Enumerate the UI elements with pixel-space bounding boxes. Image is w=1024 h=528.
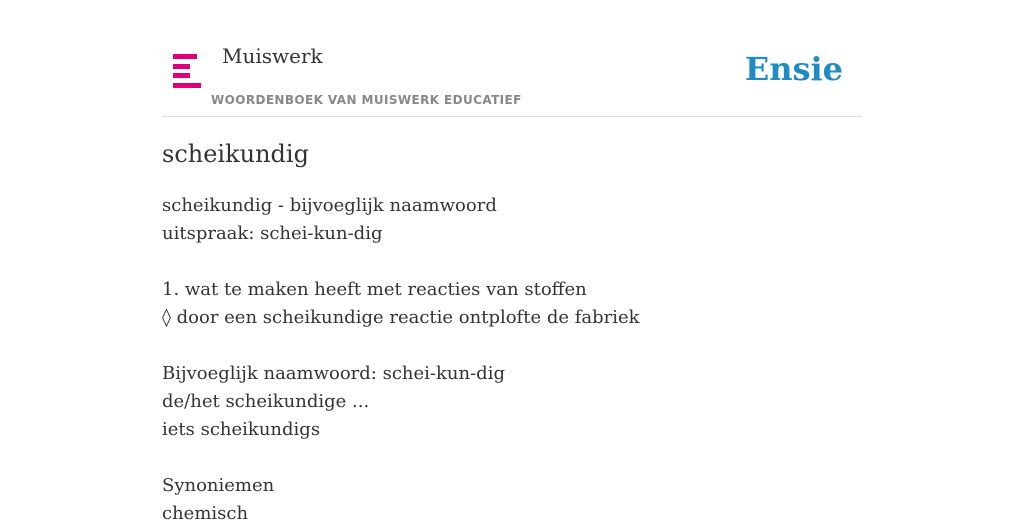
entry-line: iets scheikundigs [162,419,321,440]
muiswerk-e-icon[interactable] [173,54,201,88]
brand-name[interactable]: Muiswerk [222,44,323,68]
entry-line [162,332,862,360]
entry-line: 1. wat te maken heeft met reacties van stoffen [162,279,587,300]
entry-line: uitspraak: schei-kun-dig [162,223,383,244]
header [162,0,862,117]
entry-line: Bijvoeglijk naamwoord: schei-kun-dig [162,363,505,384]
ensie-logo[interactable]: Ensie [744,50,843,88]
entry-line: de/het scheikundige ... [162,391,370,412]
entry-title: scheikundig [162,140,309,168]
entry-line [162,444,862,472]
entry-content [162,138,862,528]
entry-line: Synoniemen [162,475,275,496]
entry-line: ◊ door een scheikundige reactie ontplofte de fabriek [162,307,640,328]
entry-line: chemisch [162,503,249,524]
brand-subtitle: WOORDENBOEK VAN MUISWERK EDUCATIEF [211,93,522,107]
entry-line: scheikundig - bijvoeglijk naamwoord [162,195,497,216]
entry-line [162,248,862,276]
